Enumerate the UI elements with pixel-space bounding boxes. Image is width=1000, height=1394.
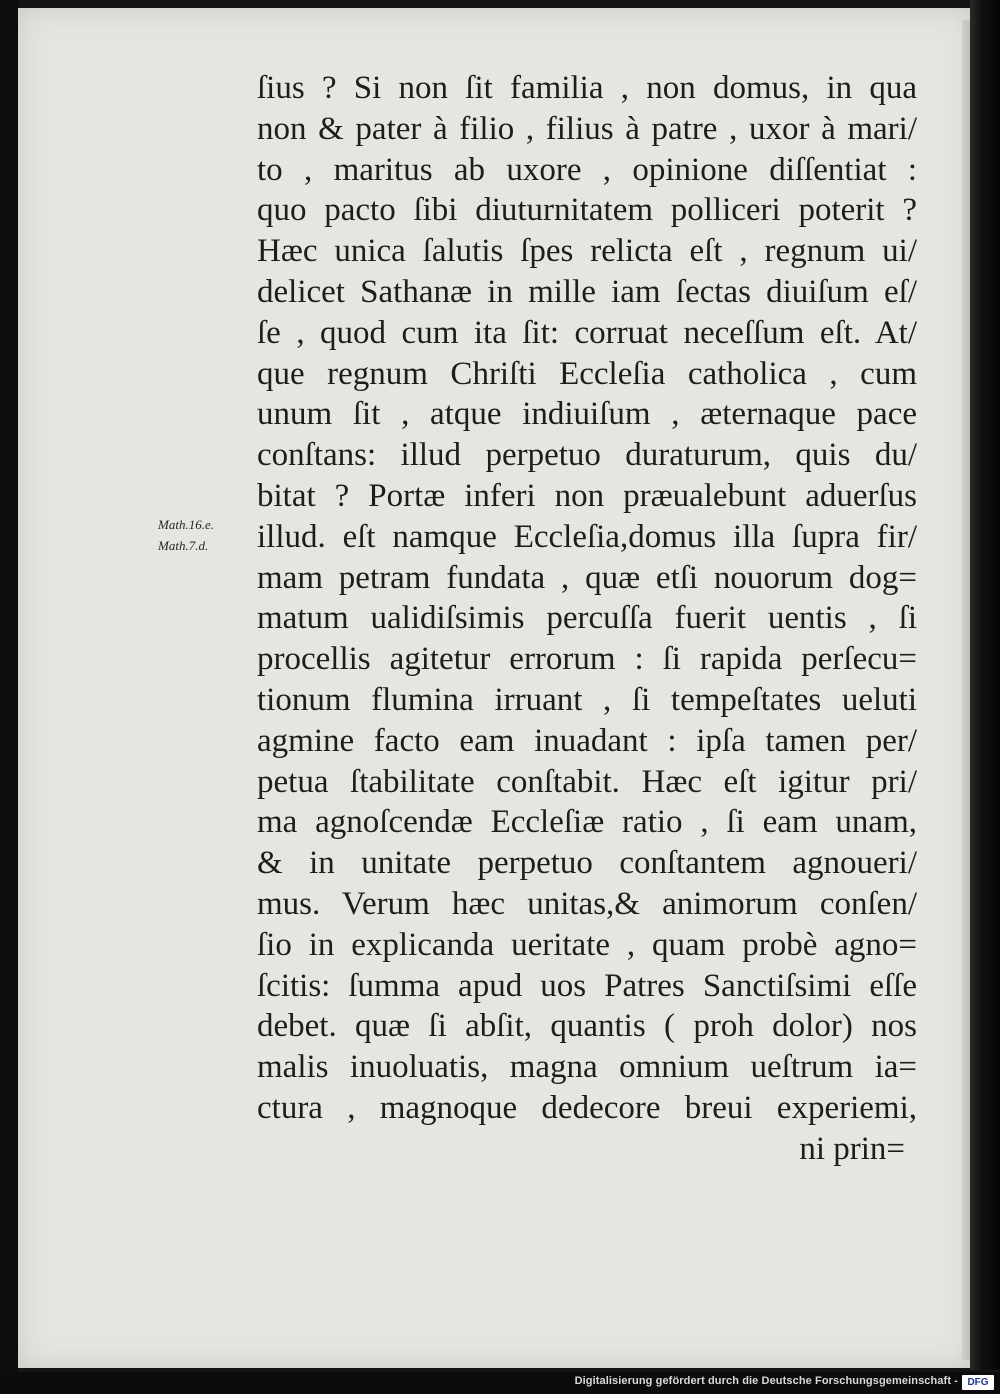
text-line: ſio in explicanda ueritate , quam probè agno=: [257, 926, 917, 963]
dfg-logo: DFG: [962, 1375, 994, 1390]
text-line: malis inuoluatis, magna omnium ueſtrum ia=: [257, 1049, 917, 1086]
text-line: ctura , magnoque dedecore breui experiemi,: [257, 1089, 917, 1126]
catchword: ni prin=: [799, 1130, 905, 1167]
body-text: [257, 68, 917, 1170]
text-line: ſe , quod cum ita ſit: corruat neceſſum eſt. At/: [257, 314, 917, 351]
text-line: bitat ? Portæ inferi non præualebunt aduerſus: [257, 477, 917, 514]
text-line: procellis agitetur errorum : ſi rapida perſecu=: [257, 641, 917, 678]
scan-border-right: [970, 0, 1000, 1370]
text-line: delicet Sathanæ in mille iam ſectas diuiſum eſ/: [257, 273, 917, 310]
text-line: matum ualidiſsimis percuſſa fuerit uentis , ſi: [257, 600, 917, 637]
text-line: que regnum Chriſti Eccleſia catholica , cum: [257, 355, 917, 392]
footer-bar: [0, 1372, 1000, 1394]
text-line: debet. quæ ſi abſit, quantis ( proh dolor) nos: [257, 1008, 917, 1045]
text-line: conſtans: illud perpetuo duraturum, quis du/: [257, 437, 917, 474]
text-line: agmine facto eam inuadant : ipſa tamen per/: [257, 722, 917, 759]
text-line: unum ſit , atque indiuiſum , æternaque pace: [257, 396, 917, 433]
text-line: petua ſtabilitate conſtabit. Hæc eſt igitur pri/: [257, 763, 917, 800]
scan-border-left: [0, 0, 18, 1394]
text-line: illud. eſt namque Eccleſia,domus illa ſupra fir/: [257, 518, 917, 555]
text-line: tionum flumina irruant , ſi tempeſtates ueluti: [257, 681, 917, 718]
text-line: ma agnoſcendæ Eccleſiæ ratio , ſi eam unam,: [257, 804, 917, 841]
text-line: mam petram fundata , quæ etſi nouorum dog=: [257, 559, 917, 596]
funding-credit: Digitalisierung gefördert durch die Deutsche Forschungsgemeinschaft -: [574, 1375, 958, 1387]
text-line: to , maritus ab uxore , opinione diſſentiat :: [257, 151, 917, 188]
text-line: & in unitate perpetuo conſtantem agnoueri/: [257, 845, 917, 882]
marginal-ref-matthew-7: Math.7.d.: [158, 538, 209, 553]
text-line: ſcitis: ſumma apud uos Patres Sanctiſsimi eſſe: [257, 967, 917, 1004]
text-line: Hæc unica ſalutis ſpes relicta eſt , regnum ui/: [257, 233, 917, 270]
text-line: mus. Verum hæc unitas,& animorum conſen/: [257, 885, 917, 922]
marginal-notes: [158, 514, 214, 556]
text-line: quo pacto ſibi diuturnitatem polliceri poterit ?: [257, 192, 917, 229]
text-line: non & pater à filio , filius à patre , uxor à mari/: [257, 110, 917, 147]
text-line: ſius ? Si non ſit familia , non domus, in qua: [257, 70, 917, 106]
marginal-ref-matthew-16: Math.16.e.: [158, 517, 214, 532]
